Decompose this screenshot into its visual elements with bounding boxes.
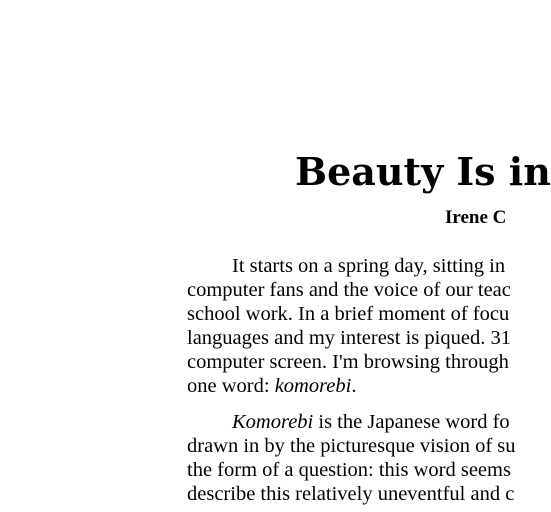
- paragraph-line: [187, 374, 511, 398]
- text-run: drawn in by the picturesque vision of su: [187, 435, 516, 457]
- text-run: one word:: [187, 375, 275, 397]
- paragraph-line: [187, 326, 511, 350]
- paragraph-line: [187, 482, 516, 506]
- text-run: computer fans and the voice of our teac: [187, 279, 511, 301]
- text-run: school work. In a brief moment of focu: [187, 303, 510, 325]
- document-author: Irene C: [445, 207, 507, 228]
- text-run: describe this relatively uneventful and c: [187, 483, 515, 505]
- paragraph-line: [187, 278, 511, 302]
- paragraph-line: [187, 458, 516, 482]
- text-run: is the Japanese word fo: [313, 411, 510, 433]
- italic-term: komorebi: [274, 375, 352, 397]
- text-run: computer screen. I'm browsing through: [187, 351, 509, 373]
- paragraph-line: [187, 254, 511, 278]
- text-run: It starts on a spring day, sitting in: [232, 255, 506, 277]
- paragraph-2: [187, 410, 516, 506]
- paragraph-line: [187, 350, 511, 374]
- paragraph-line: [187, 302, 511, 326]
- text-run: .: [351, 375, 357, 397]
- text-run: the form of a question: this word seems: [187, 459, 511, 481]
- italic-term: Komorebi: [232, 411, 314, 433]
- document-title: Beauty Is in: [295, 149, 551, 194]
- text-run: languages and my interest is piqued. 31: [187, 327, 511, 349]
- paragraph-line: [187, 434, 516, 458]
- paragraph-1: [187, 254, 511, 398]
- paragraph-line: [187, 410, 516, 434]
